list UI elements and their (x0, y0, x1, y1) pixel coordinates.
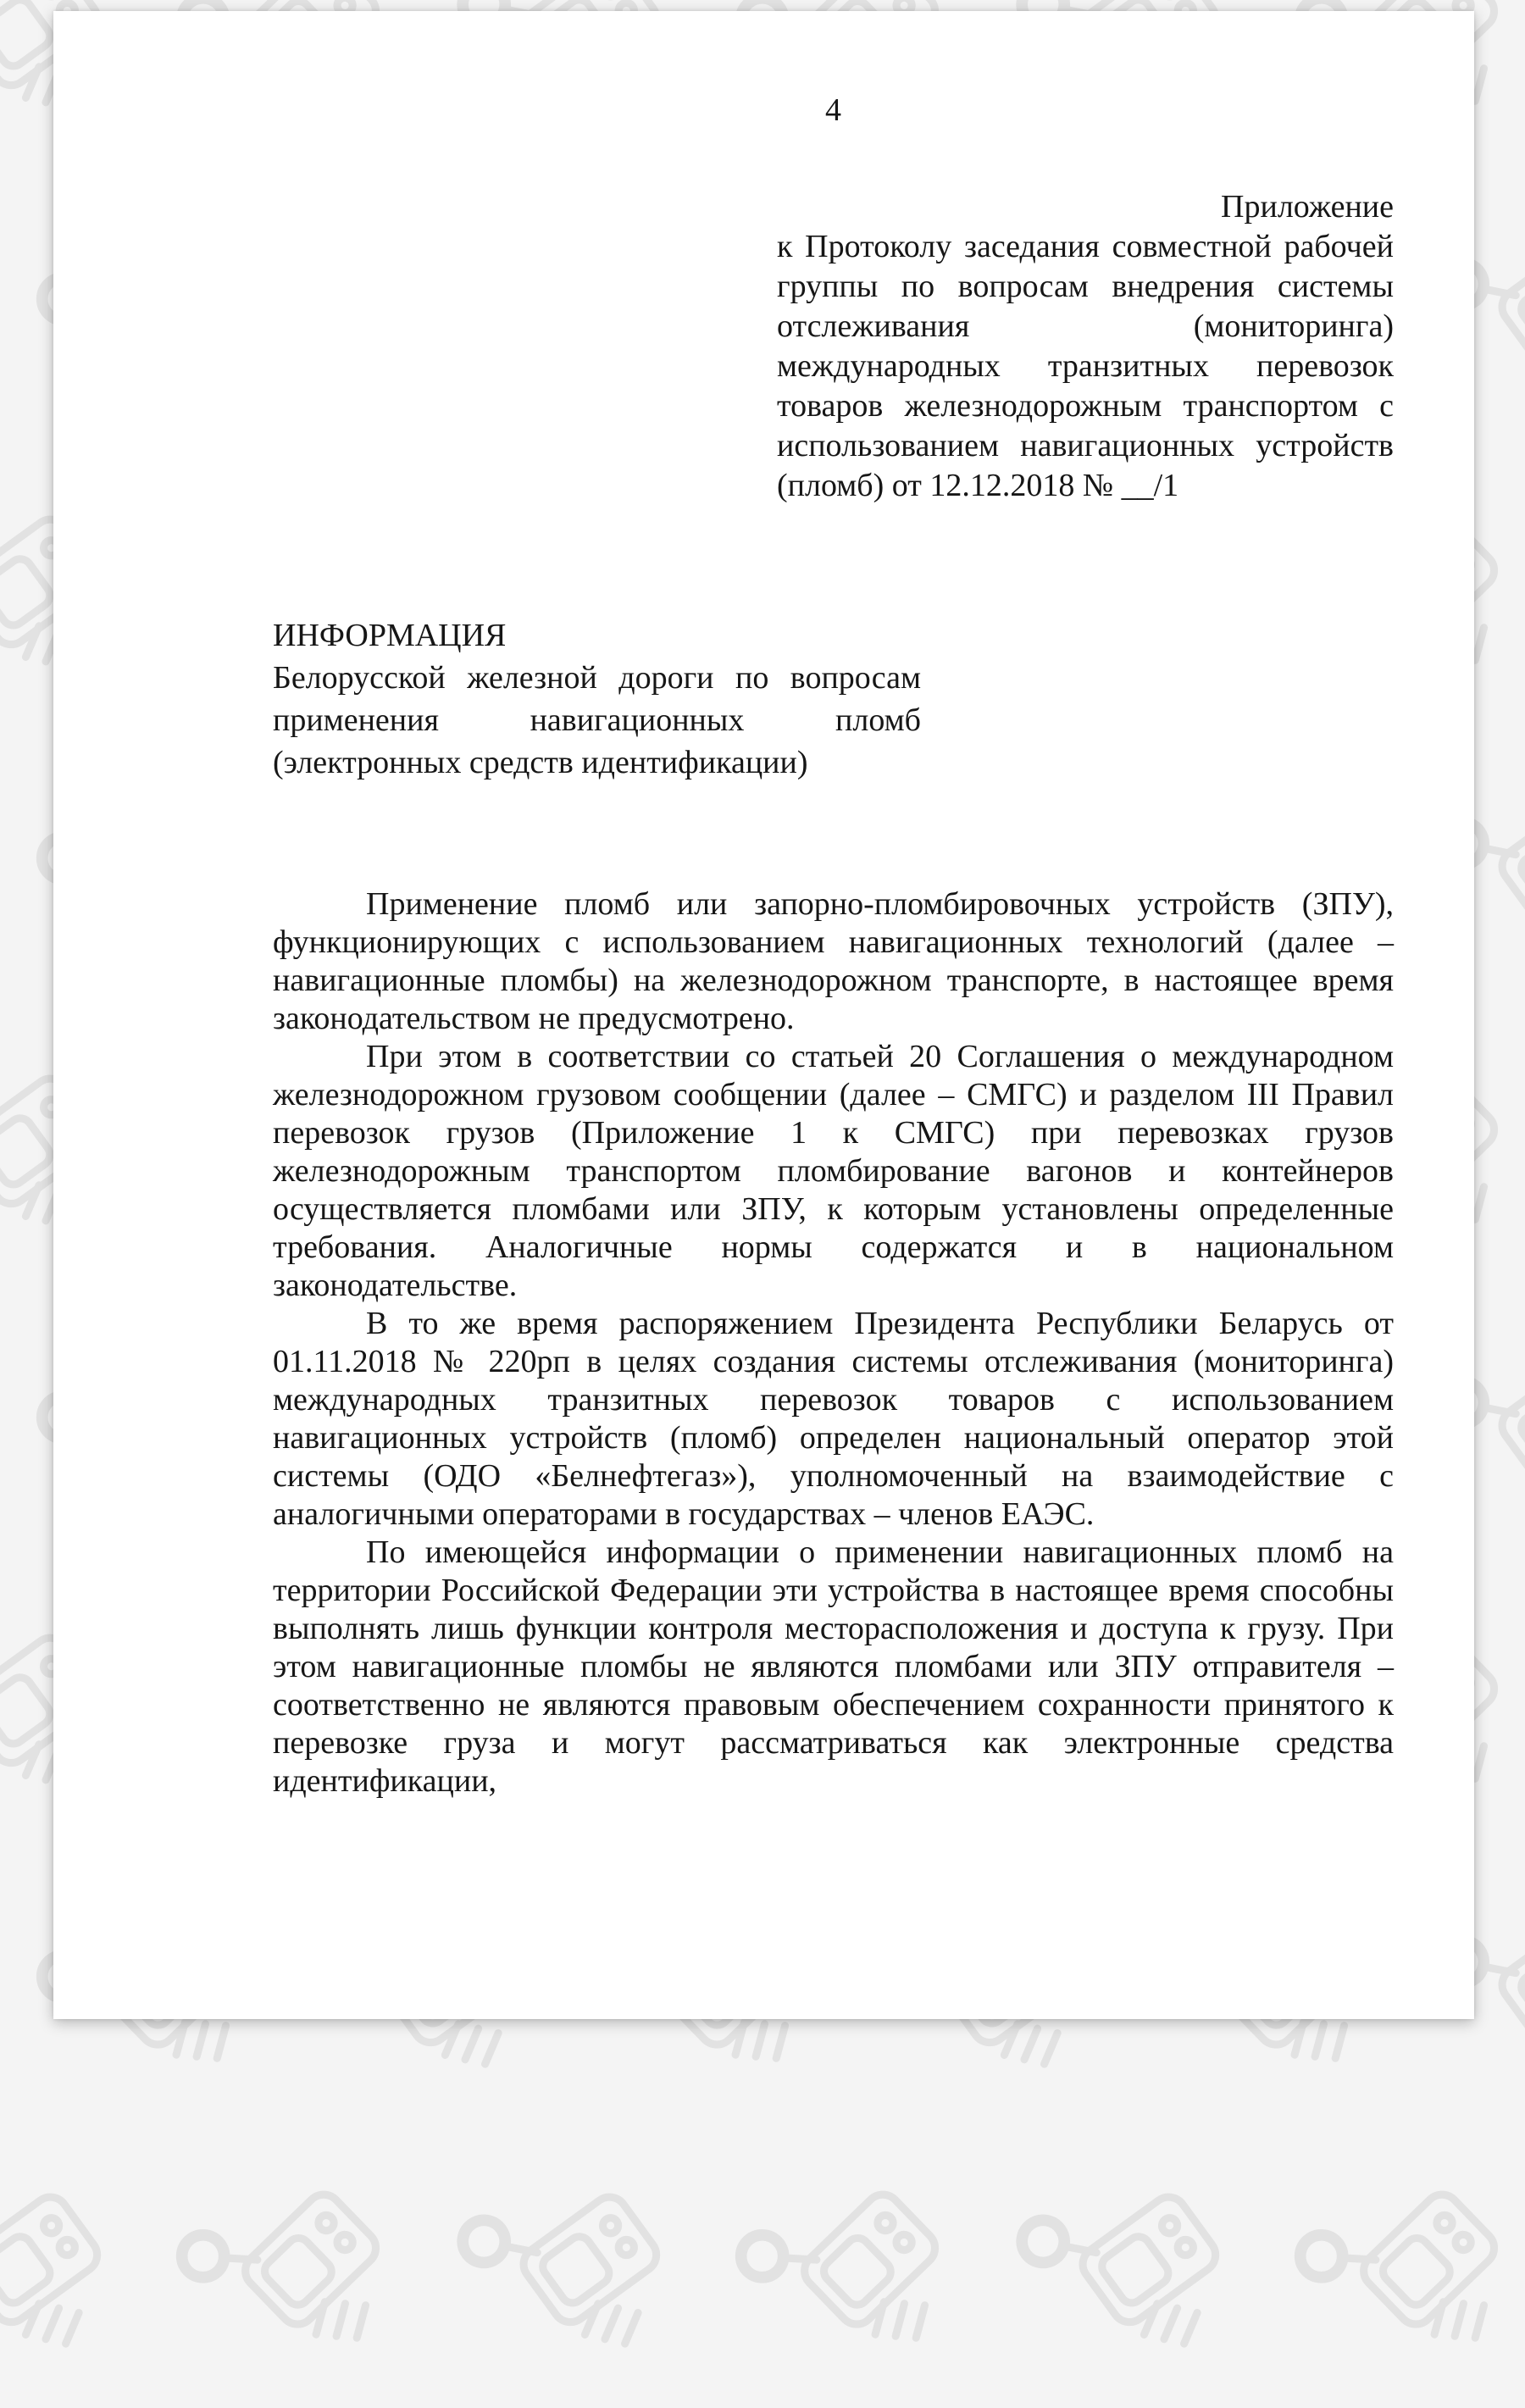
electronic-seal-icon (441, 2110, 736, 2405)
document-subtitle: Белорусской железной дороги по вопросам применения навигационных пломб (электронных средств идентификации) (273, 660, 921, 780)
body-paragraph: По имеющейся информации о применении навигационных пломб на территории Российской Федерации эти устройства в настоящее время способны выполнять лишь функции контроля месторасположения и доступа к грузу. При этом навигационные пломбы не являются пломбами или ЗПУ отправителя – соответственно не являются правовым обеспечением сохранности принятого к перевозке груза и могут рассматриваться как электронные средства идентификации, (273, 1534, 1394, 1799)
electronic-seal-icon (1278, 2108, 1525, 2407)
appendix-reference-text: к Протоколу заседания совместной рабочей группы по вопросам внедрения системы отслеживания (мониторинга) международных транзитных перевозок товаров железнодорожным транспортом с использованием навигационных устройств (пломб) от 12.12.2018 № __/1 (777, 229, 1394, 503)
body-paragraph: В то же время распоряжением Президента Республики Беларусь от 01.11.2018 № 220рп в целях создания системы отслеживания (мониторинга) международных транзитных перевозок товаров с использованием навигационных устройств (пломб) определен национальный оператор этой системы (ОДО «Белнефтегаз»), уполномоченный на взаимодействие с аналогичными операторами в государствах – членов ЕАЭС. (273, 1306, 1394, 1532)
appendix-label: Приложение (1221, 189, 1394, 225)
body-paragraph: При этом в соответствии со статьей 20 Соглашения о международном железнодорожном грузовом сообщении (далее – СМГС) и разделом III Правил перевозок грузов (Приложение 1 к СМГС) при перевозках грузов железнодорожным транспортом пломбирование вагонов и контейнеров осуществляется пломбами или ЗПУ, к которым установлены определенные требования. Аналогичные нормы содержатся и в национальном законодательстве. (273, 1039, 1394, 1303)
body-paragraph: Применение пломб или запорно-пломбировочных устройств (ЗПУ), функционирующих с использованием навигационных технологий (далее – навигационные пломбы) на железнодорожном транспорте, в настоящее время законодательством не предусмотрено. (273, 886, 1394, 1036)
document-title-block (273, 614, 921, 784)
electronic-seal-icon (1000, 2110, 1295, 2405)
appendix-reference-block (777, 187, 1394, 506)
page-number: 4 (825, 92, 841, 128)
electronic-seal-icon (0, 2110, 178, 2405)
electronic-seal-icon (159, 2108, 458, 2407)
document-body (273, 885, 1394, 1800)
electronic-seal-icon (718, 2108, 1018, 2407)
page-content (273, 11, 1394, 2019)
document-title: ИНФОРМАЦИЯ (273, 618, 507, 653)
document-page (53, 11, 1474, 2019)
